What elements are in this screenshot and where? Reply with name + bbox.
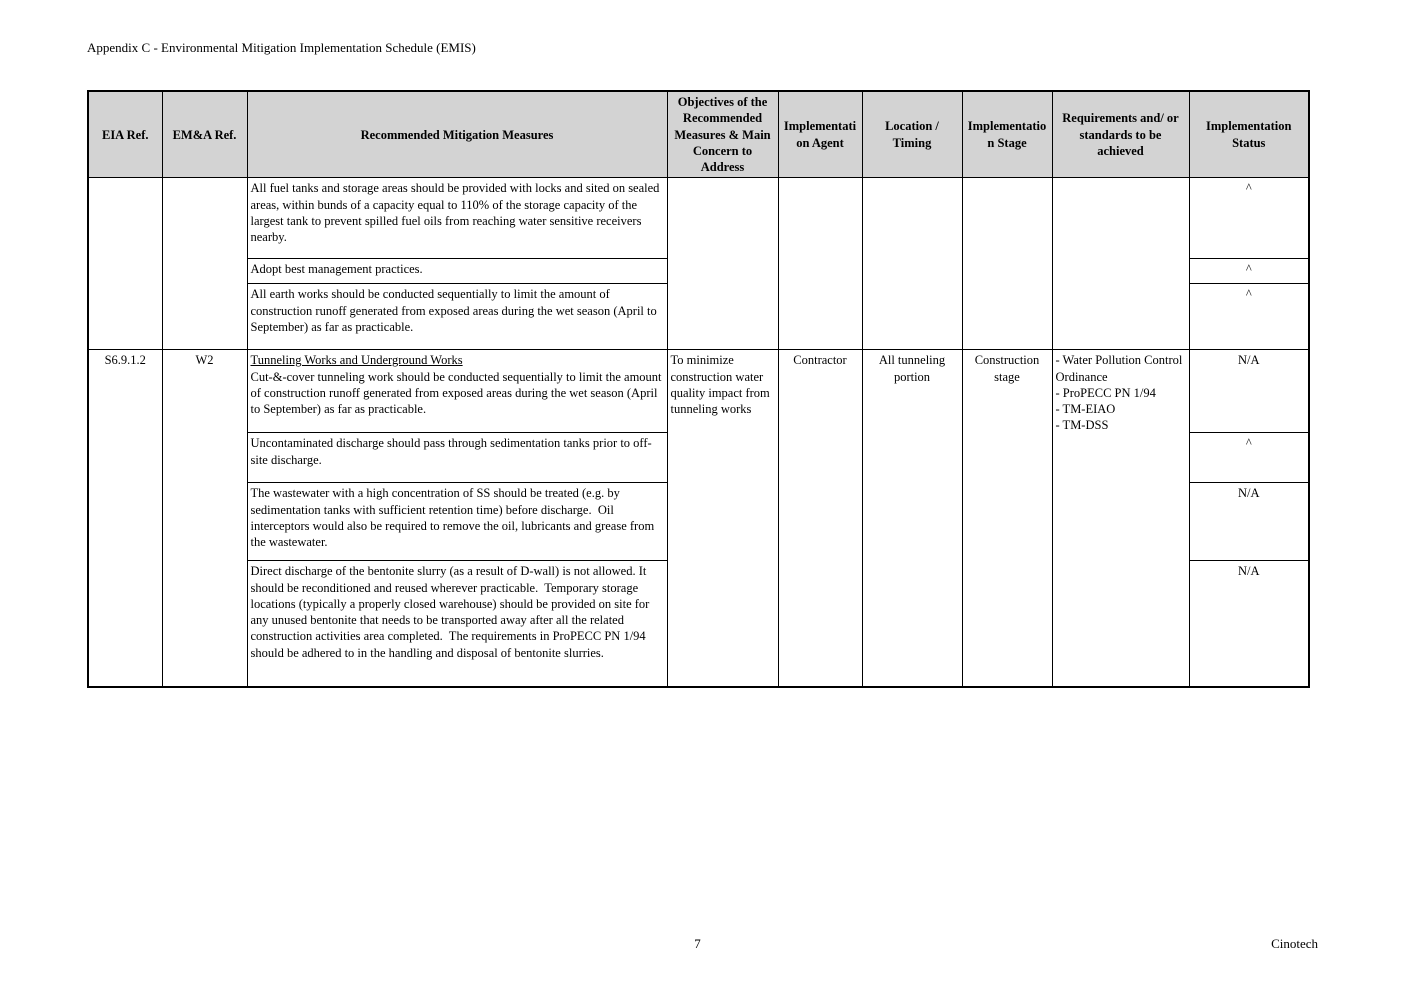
appendix-title: Appendix C - Environmental Mitigation Implementation Schedule (EMIS) bbox=[87, 40, 476, 55]
col-header-location-timing: Location / Timing bbox=[862, 91, 962, 178]
measure-text: Direct discharge of the bentonite slurry (as a result of D-wall) is not allowed. It should be reconditioned and reused wherever practicable. Temporary storage locations (typically a properly closed warehouse) should be provided on site for any unused bentonite that needs to be transported away after all the related construction activities area completed. The requirements in ProPECC PN 1/94 should be adhered to in the handling and disposal of bentonite slurries. bbox=[250, 564, 653, 660]
status-cell: ^ bbox=[1189, 259, 1309, 284]
objectives-cell bbox=[667, 178, 778, 350]
col-header-measures: Recommended Mitigation Measures bbox=[247, 91, 667, 178]
measure-text: The wastewater with a high concentration of SS should be treated (e.g. by sedimentation tanks with sufficient retention time) before discharge. Oil interceptors would also be required to remove the oil, lubricants and grease from the wastewater. bbox=[250, 486, 658, 549]
table-row bbox=[88, 350, 1309, 433]
status-cell: ^ bbox=[1189, 284, 1309, 350]
col-header-eia-ref: EIA Ref. bbox=[88, 91, 162, 178]
requirements-cell bbox=[1052, 178, 1189, 350]
measure-cell bbox=[247, 178, 667, 259]
table-header-row bbox=[88, 91, 1309, 178]
col-header-requirements: Requirements and/ or standards to be achieved bbox=[1052, 91, 1189, 178]
status-cell: ^ bbox=[1189, 178, 1309, 259]
measure-text: All fuel tanks and storage areas should be provided with locks and sited on sealed areas, within bunds of a capacity equal to 110% of the storage capacity of the largest tank to prevent spilled fuel oils from reaching water sensitive receivers nearby. bbox=[250, 181, 663, 244]
col-header-status: Implementation Status bbox=[1189, 91, 1309, 178]
agent-cell: Contractor bbox=[778, 350, 862, 687]
measure-text: Cut-&-cover tunneling work should be conducted sequentially to limit the amount of construction runoff generated from exposed areas during the wet season (April to September) as far as practicable. bbox=[250, 369, 665, 416]
measure-cell bbox=[247, 433, 667, 483]
location-cell bbox=[862, 178, 962, 350]
stage-cell: Construction stage bbox=[962, 350, 1052, 687]
col-header-objectives: Objectives of the Recommended Measures & Main Concern to Address bbox=[667, 91, 778, 178]
requirements-cell bbox=[1052, 350, 1189, 687]
requirement-item: - TM-EIAO bbox=[1055, 402, 1116, 416]
objectives-cell: To minimize construction water quality impact from tunneling works bbox=[667, 350, 778, 687]
measure-cell bbox=[247, 483, 667, 561]
location-cell: All tunneling portion bbox=[862, 350, 962, 687]
col-header-stage: Implementation Stage bbox=[962, 91, 1052, 178]
requirement-item: - Water Pollution Control Ordinance bbox=[1055, 353, 1183, 384]
stage-cell bbox=[962, 178, 1052, 350]
status-cell: N/A bbox=[1189, 561, 1309, 687]
emis-table bbox=[87, 90, 1310, 688]
measure-text: All earth works should be conducted sequentially to limit the amount of construction runoff generated from exposed areas during the wet season (April to September) as far as practicable. bbox=[250, 287, 660, 334]
measure-cell bbox=[247, 350, 667, 433]
col-header-ema-ref: EM&A Ref. bbox=[162, 91, 247, 178]
footer-brand: Cinotech bbox=[1271, 936, 1318, 951]
ema-ref-cell bbox=[162, 178, 247, 350]
requirement-item: - ProPECC PN 1/94 bbox=[1055, 385, 1156, 400]
measure-cell bbox=[247, 561, 667, 687]
table-row bbox=[88, 178, 1309, 259]
measure-text: Uncontaminated discharge should pass through sedimentation tanks prior to off-site discharge. bbox=[250, 436, 652, 467]
page-number: 7 bbox=[694, 936, 701, 951]
measure-text: Adopt best management practices. bbox=[250, 262, 423, 277]
eia-ref-cell bbox=[88, 178, 162, 350]
status-cell: N/A bbox=[1189, 350, 1309, 433]
agent-cell bbox=[778, 178, 862, 350]
requirement-item: - TM-DSS bbox=[1055, 418, 1109, 433]
status-cell: ^ bbox=[1189, 433, 1309, 483]
eia-ref-cell: S6.9.1.2 bbox=[88, 350, 162, 687]
status-cell: N/A bbox=[1189, 483, 1309, 561]
measure-cell bbox=[247, 284, 667, 350]
measure-heading: Tunneling Works and Underground Works bbox=[250, 353, 463, 368]
ema-ref-cell: W2 bbox=[162, 350, 247, 687]
measure-cell bbox=[247, 259, 667, 284]
col-header-agent: Implementation Agent bbox=[778, 91, 862, 178]
